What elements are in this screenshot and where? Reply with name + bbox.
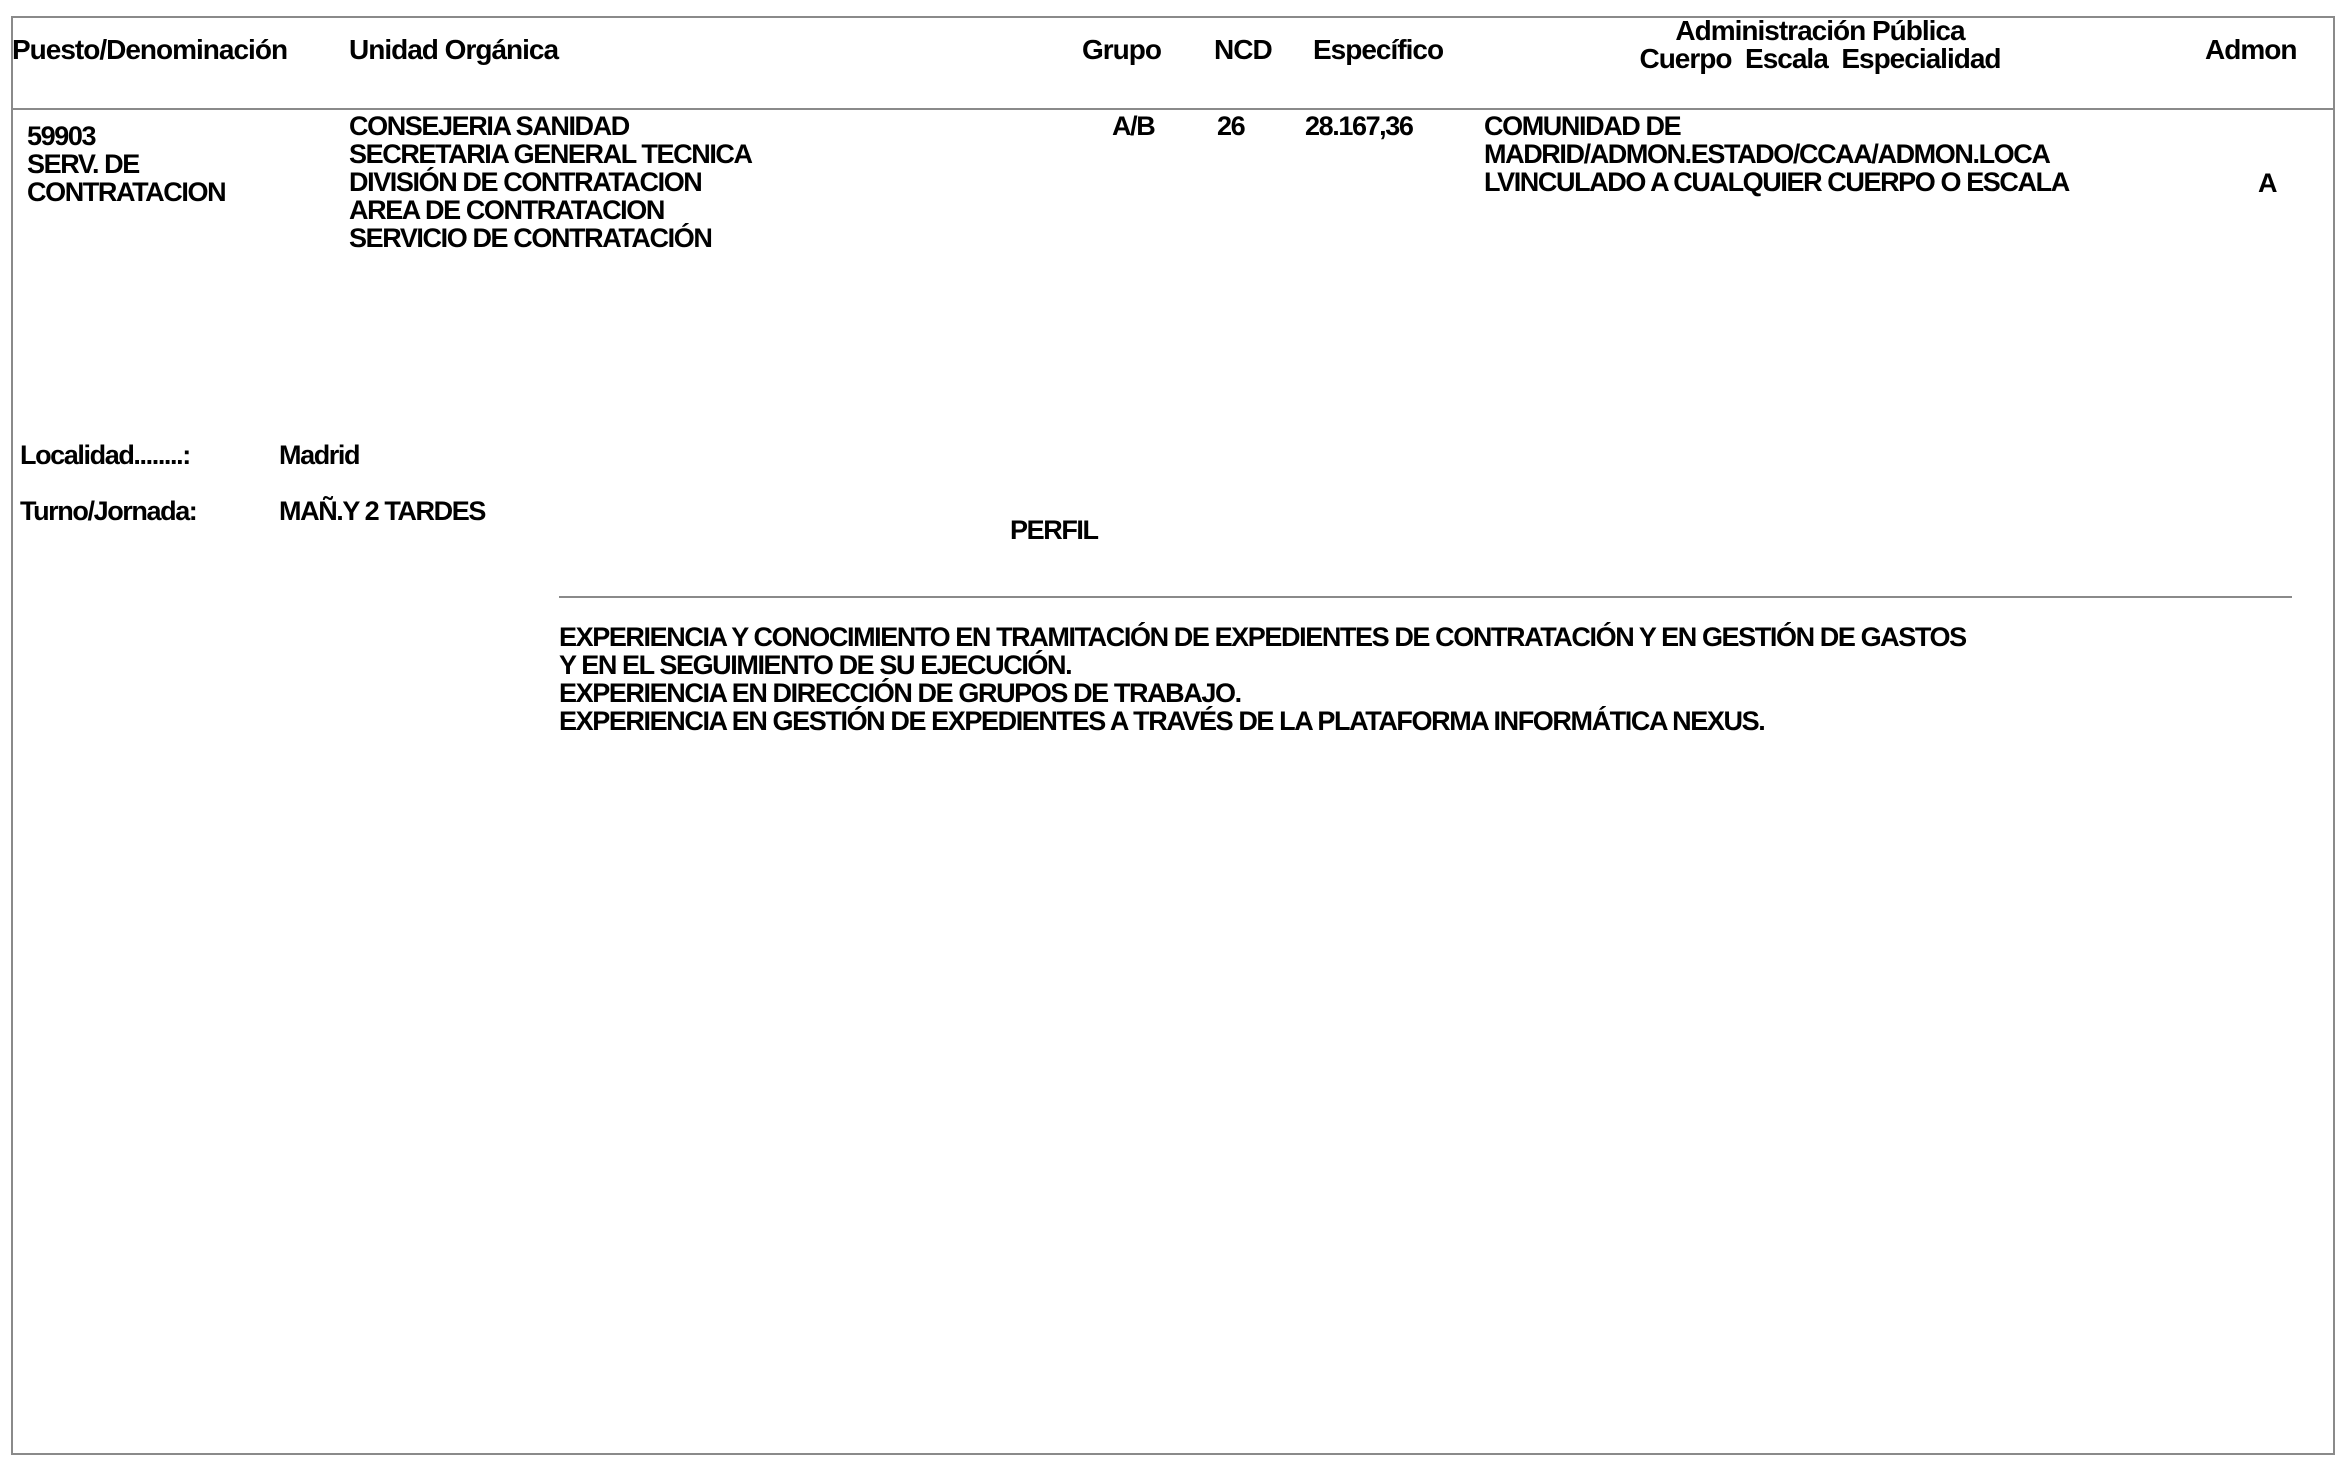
header-admon: Admon — [2205, 34, 2297, 65]
especifico-value: 28.167,36 — [1305, 111, 1413, 141]
admin-line: LVINCULADO A CUALQUIER CUERPO O ESCALA — [1484, 167, 2069, 197]
turno-label: Turno/Jornada: — [20, 496, 197, 526]
unidad-line: CONSEJERIA SANIDAD — [349, 111, 629, 141]
header-divider — [11, 108, 2335, 110]
header-admin-publica-title: Administración Pública — [1675, 15, 1965, 46]
grupo-value: A/B — [1112, 111, 1155, 141]
puesto-code: 59903 — [27, 121, 96, 151]
unidad-line: SECRETARIA GENERAL TECNICA — [349, 139, 752, 169]
header-grupo: Grupo — [1082, 34, 1161, 65]
header-ncd: NCD — [1214, 34, 1272, 65]
header-puesto: Puesto/Denominación — [12, 34, 288, 65]
admon-value: A — [2258, 168, 2277, 198]
perfil-line: EXPERIENCIA EN DIRECCIÓN DE GRUPOS DE TRABAJO. — [559, 678, 1241, 708]
localidad-value: Madrid — [279, 440, 360, 470]
puesto-name-line1: SERV. DE — [27, 149, 139, 179]
unidad-line: AREA DE CONTRATACION — [349, 195, 664, 225]
perfil-divider — [559, 596, 2292, 598]
unidad-line: SERVICIO DE CONTRATACIÓN — [349, 223, 712, 253]
unidad-organica — [349, 112, 752, 252]
header-admin-publica-subtitle: Cuerpo Escala Especialidad — [1639, 43, 2001, 74]
turno-value: MAÑ.Y 2 TARDES — [279, 496, 485, 526]
perfil-title: PERFIL — [1010, 515, 1098, 545]
perfil-line: EXPERIENCIA Y CONOCIMIENTO EN TRAMITACIÓN DE EXPEDIENTES DE CONTRATACIÓN Y EN GESTIÓN DE GASTOS — [559, 622, 1966, 652]
ncd-value: 26 — [1217, 111, 1245, 141]
header-unidad: Unidad Orgánica — [349, 34, 559, 65]
perfil-line: EXPERIENCIA EN GESTIÓN DE EXPEDIENTES A TRAVÉS DE LA PLATAFORMA INFORMÁTICA NEXUS. — [559, 706, 1765, 736]
localidad-label: Localidad........: — [20, 440, 190, 470]
admin-line: MADRID/ADMON.ESTADO/CCAA/ADMON.LOCA — [1484, 139, 2050, 169]
puesto-name-line2: CONTRATACION — [27, 177, 226, 207]
perfil-text — [559, 623, 1966, 735]
admin-line: COMUNIDAD DE — [1484, 111, 1681, 141]
perfil-line: Y EN EL SEGUIMIENTO DE SU EJECUCIÓN. — [559, 650, 1072, 680]
header-especifico: Específico — [1313, 34, 1444, 65]
unidad-line: DIVISIÓN DE CONTRATACION — [349, 167, 702, 197]
administracion-publica — [1484, 112, 2069, 196]
